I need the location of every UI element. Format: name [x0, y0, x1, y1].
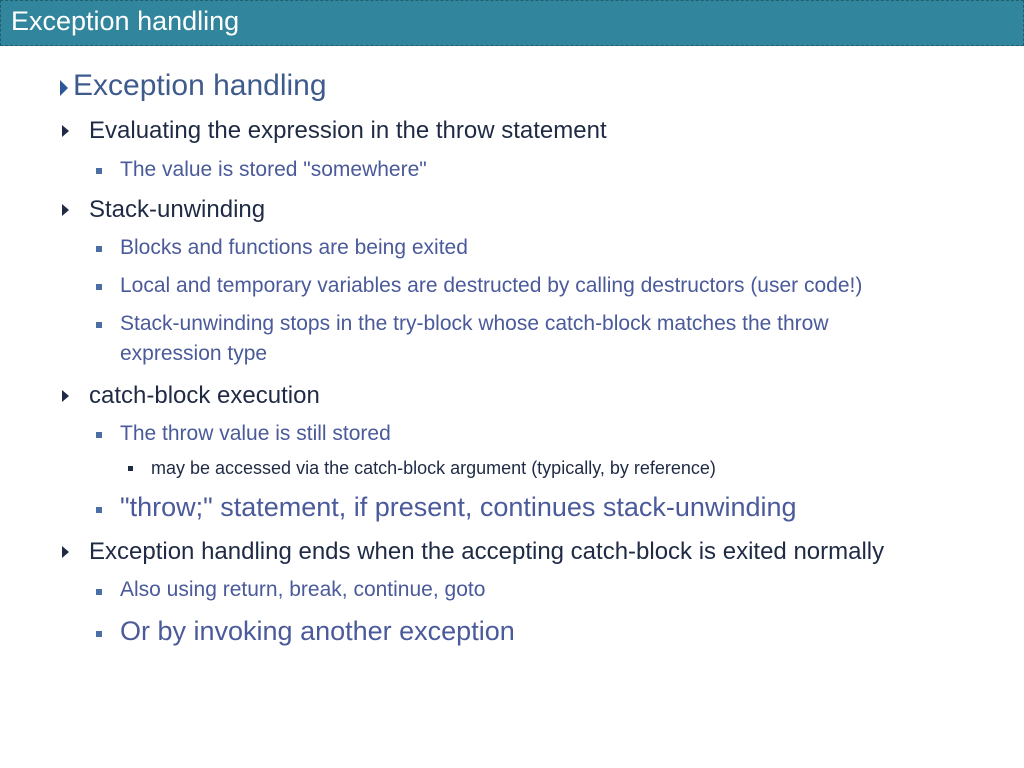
bullet-square-icon	[128, 466, 133, 471]
title-bar	[0, 0, 1024, 46]
bullet-arrow-icon	[62, 546, 69, 558]
bullet-square-icon	[96, 631, 102, 637]
sub-bullet-text: Stack-unwinding stops in the try-block whose catch-block matches the throw	[120, 312, 829, 335]
bullet-text: Exception handling ends when the accepting catch-block is exited normally	[89, 538, 885, 565]
bullet-square-icon	[96, 246, 102, 252]
bullet-square-icon	[96, 589, 102, 595]
bullet-square-icon	[96, 322, 102, 328]
bullet-square-icon	[96, 432, 102, 438]
bullet-text: Stack-unwinding	[89, 196, 266, 223]
bullet-text: Evaluating the expression in the throw statement	[89, 117, 607, 144]
bullet-square-icon	[96, 284, 102, 290]
sub-sub-bullet-text: may be accessed via the catch-block argument (typically, by reference)	[151, 458, 716, 478]
sub-bullet-text: Blocks and functions are being exited	[120, 236, 468, 259]
section-heading: Exception handling	[73, 69, 327, 102]
sub-bullet-text-continuation: expression type	[120, 342, 268, 365]
bullet-arrow-icon	[62, 125, 69, 137]
bullet-square-icon	[96, 168, 102, 174]
sub-bullet-text: Local and temporary variables are destructed by calling destructors (user code!)	[120, 274, 863, 297]
bullet-square-icon	[96, 507, 102, 513]
sub-bullet-text: "throw;" statement, if present, continues stack-unwinding	[120, 492, 797, 522]
bullet-arrow-icon	[62, 204, 69, 216]
bullet-arrow-icon	[62, 390, 69, 402]
bullet-text: catch-block execution	[89, 382, 320, 409]
sub-bullet-text: Or by invoking another exception	[120, 616, 515, 646]
sub-bullet-text: The throw value is still stored	[120, 422, 391, 445]
sub-bullet-text: Also using return, break, continue, goto	[120, 578, 486, 601]
sub-bullet-text: The value is stored "somewhere"	[120, 158, 427, 181]
slide-title: Exception handling	[11, 6, 240, 36]
heading-arrow-icon	[60, 80, 68, 96]
